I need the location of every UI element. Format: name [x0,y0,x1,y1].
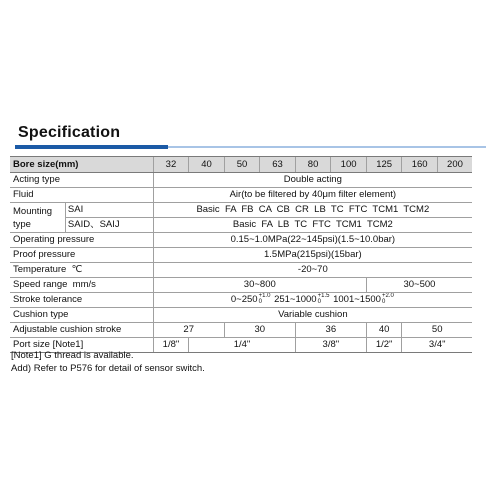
row-value: Variable cushion [153,308,472,323]
stroke-range: 251~1000 [274,294,317,305]
row-label: Proof pressure [10,248,153,263]
stroke-range: 1001~1500 [333,294,381,305]
row-value: Basic FA LB TC FTC TCM1 TCM2 [153,218,472,233]
tolerance-fraction [318,293,330,305]
bore-cell: 160 [402,157,438,173]
mounting-sub-label: SAI [65,203,153,218]
row-value: 36 [295,323,366,338]
row-label: Fluid [10,188,153,203]
tolerance-upper: +2.0 [381,293,394,300]
row-value: Basic FA FB CA CB CR LB TC FTC TCM1 TCM2 [153,203,472,218]
row-label: Cushion type [10,308,153,323]
row-value: 1.5MPa(215psi)(15bar) [153,248,472,263]
row-value: 3/4" [402,338,472,353]
row-value: 50 [402,323,472,338]
table-row [10,278,472,293]
row-label: Acting type [10,173,153,188]
footnotes [11,349,205,375]
mounting-label-line2: type [13,218,31,230]
bore-cell: 40 [189,157,225,173]
note-thread: [Note1] G thread is available. [11,350,134,361]
row-value: 0.15~1.0MPa(22~145psi)(1.5~10.0bar) [153,233,472,248]
stroke-range: 0~250 [230,294,258,305]
row-label: Operating pressure [10,233,153,248]
row-value: -20~70 [153,263,472,278]
table-row [10,173,472,188]
tolerance-lower: 0 [258,299,262,306]
row-value: 40 [366,323,402,338]
table-row [10,293,472,308]
bore-cell: 80 [295,157,331,173]
note-sensor-switch: Add) Refer to P576 for detail of sensor switch. [11,363,205,374]
tolerance-fraction [382,293,394,305]
bore-cell: 125 [366,157,402,173]
row-value: 1/4" [189,338,296,353]
mounting-type-label [10,203,65,233]
tolerance-upper: +1.0 [258,293,271,300]
row-label: Temperature ℃ [10,263,153,278]
row-value: 30~800 [153,278,366,293]
bore-cell: 63 [260,157,296,173]
table-row [10,203,472,218]
row-value: 3/8" [295,338,366,353]
row-value: 30~500 [366,278,472,293]
tolerance-lower: 0 [381,299,386,306]
row-value: Double acting [153,173,472,188]
row-value: Air(to be filtered by 40μm filter element) [153,188,472,203]
row-value: 27 [153,323,224,338]
row-label: Adjustable cushion stroke [10,323,153,338]
bore-cell: 32 [153,157,189,173]
table-row [10,308,472,323]
tolerance-lower: 0 [317,299,321,306]
table-row [10,188,472,203]
row-value: 1/8" [153,338,189,353]
row-value: 1/2" [366,338,402,353]
bore-size-header: Bore size(mm) [10,157,153,173]
title-underline-accent [15,145,168,149]
tolerance-upper: +1.5 [317,293,330,300]
mounting-label-line1: Mounting [13,205,53,217]
table-row [10,218,472,233]
bore-cell: 200 [437,157,472,173]
table-row [10,323,472,338]
title-underline-rule [168,146,486,148]
row-value: 30 [224,323,295,338]
section-title: Specification [18,124,121,141]
row-label: Stroke tolerance [10,293,153,308]
tolerance-fraction [259,293,271,305]
table-header-row [10,157,472,173]
specification-table [10,156,472,353]
table-row [10,248,472,263]
row-label: Port size [Note1] [10,338,153,353]
table-row [10,233,472,248]
table-row [10,263,472,278]
bore-cell: 100 [331,157,367,173]
row-label: Speed range mm/s [10,278,153,293]
bore-cell: 50 [224,157,260,173]
row-value [153,293,472,308]
mounting-sub-label: SAID、SAIJ [65,218,153,233]
